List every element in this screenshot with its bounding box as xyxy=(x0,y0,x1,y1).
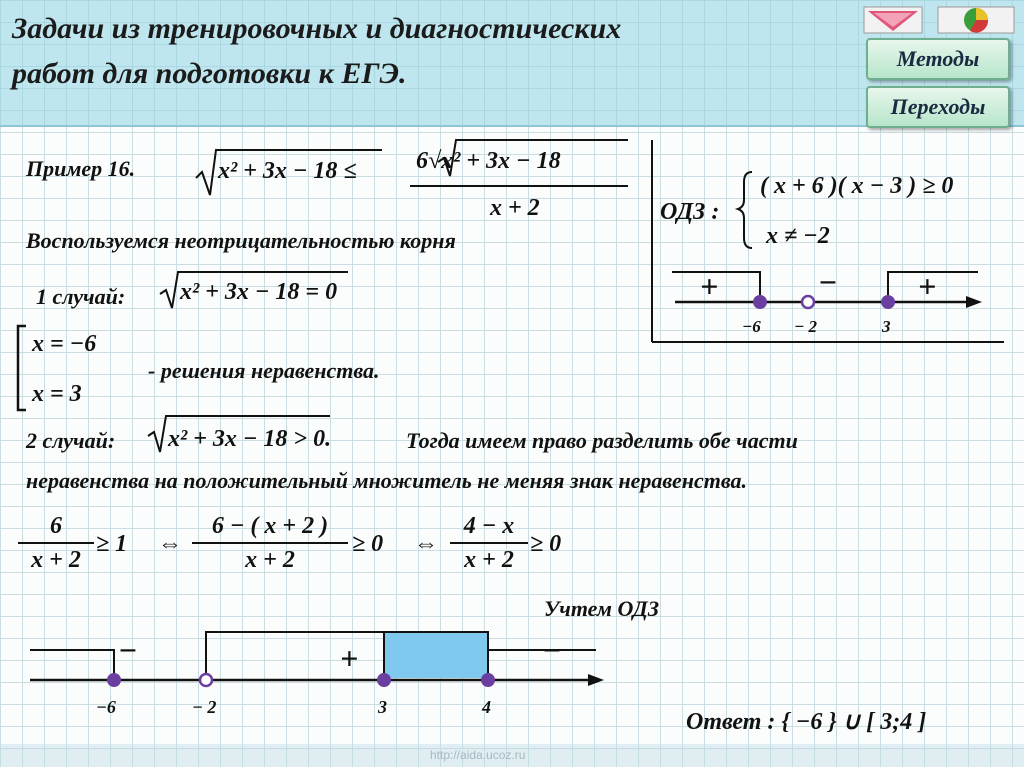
axis-sign-plus: + xyxy=(340,640,359,676)
axis-tick-4: 4 xyxy=(482,697,491,717)
inequality-right-numerator: 6√x² + 3x − 18 xyxy=(416,148,561,174)
equivalence-arrow-1: ⇔ xyxy=(158,531,182,557)
footer-url: http://aida.ucoz.ru xyxy=(430,748,526,762)
case2-text-line1: Тогда имеем право разделить обе части xyxy=(406,428,798,453)
fraction-1: $\frac{6}{x + 2}$ xyxy=(18,512,94,574)
equivalence-arrow-2: ⇔ xyxy=(414,531,438,557)
case2-label: 2 случай: xyxy=(26,428,116,453)
odz-label: ОДЗ : xyxy=(660,199,720,225)
inequality-right-denominator: x + 2 xyxy=(490,195,540,221)
case1-solution-1: x = −6 xyxy=(32,331,97,357)
axis-sign-minus-right: − xyxy=(542,632,562,668)
axis-tick-minus6: −6 xyxy=(96,697,116,717)
odz-sign-minus: − xyxy=(818,264,838,300)
perekhody-button[interactable]: Переходы xyxy=(866,86,1010,128)
odz-sign-plus-right: + xyxy=(918,268,937,304)
example-label: Пример 16. xyxy=(26,156,136,181)
axis-tick-minus2: − 2 xyxy=(192,697,217,717)
case2-text-line2: неравенства на положительный множитель не меняя знак неравенства. xyxy=(26,468,748,493)
odz-sign-plus-left: + xyxy=(700,268,719,304)
case2-expression: x² + 3x − 18 > 0. xyxy=(168,426,332,452)
odz-condition-1: ( x + 6 )( x − 3 ) ≥ 0 xyxy=(760,173,954,199)
odz-tick-minus6: −6 xyxy=(742,317,761,336)
fraction-1-rhs: ≥ 1 xyxy=(96,531,128,557)
inequality-left: x² + 3x − 18 ≤ xyxy=(218,158,357,184)
metody-button[interactable]: Методы xyxy=(866,38,1010,80)
odz-condition-2: x ≠ −2 xyxy=(766,223,830,249)
fraction-2-rhs: ≥ 0 xyxy=(352,531,384,557)
fraction-3: $\frac{4 - x}{x + 2}$ xyxy=(450,512,528,574)
axis-tick-3: 3 xyxy=(378,697,387,717)
odz-tick-3: 3 xyxy=(882,317,891,336)
odz-tick-minus2: − 2 xyxy=(794,317,818,336)
case1-label: 1 случай: xyxy=(36,284,126,309)
uchtem-odz-label: Учтем ОДЗ xyxy=(544,596,660,621)
fraction-2: $\frac{6 - ( x + 2 )}{x + 2}$ xyxy=(192,512,348,574)
page-title: Задачи из тренировочных и диагностических работ для подготовки к ЕГЭ. xyxy=(12,12,622,90)
case1-equation: x² + 3x − 18 = 0 xyxy=(180,279,338,305)
case1-note: - решения неравенства. xyxy=(148,358,380,383)
nonneg-root-text: Воспользуемся неотрицательностью корня xyxy=(26,228,456,253)
answer-text: Ответ : { −6 } ∪ [ 3;4 ] xyxy=(686,709,927,735)
case1-solution-2: x = 3 xyxy=(32,381,82,407)
axis-sign-minus-left: − xyxy=(118,632,138,668)
fraction-3-rhs: ≥ 0 xyxy=(530,531,562,557)
